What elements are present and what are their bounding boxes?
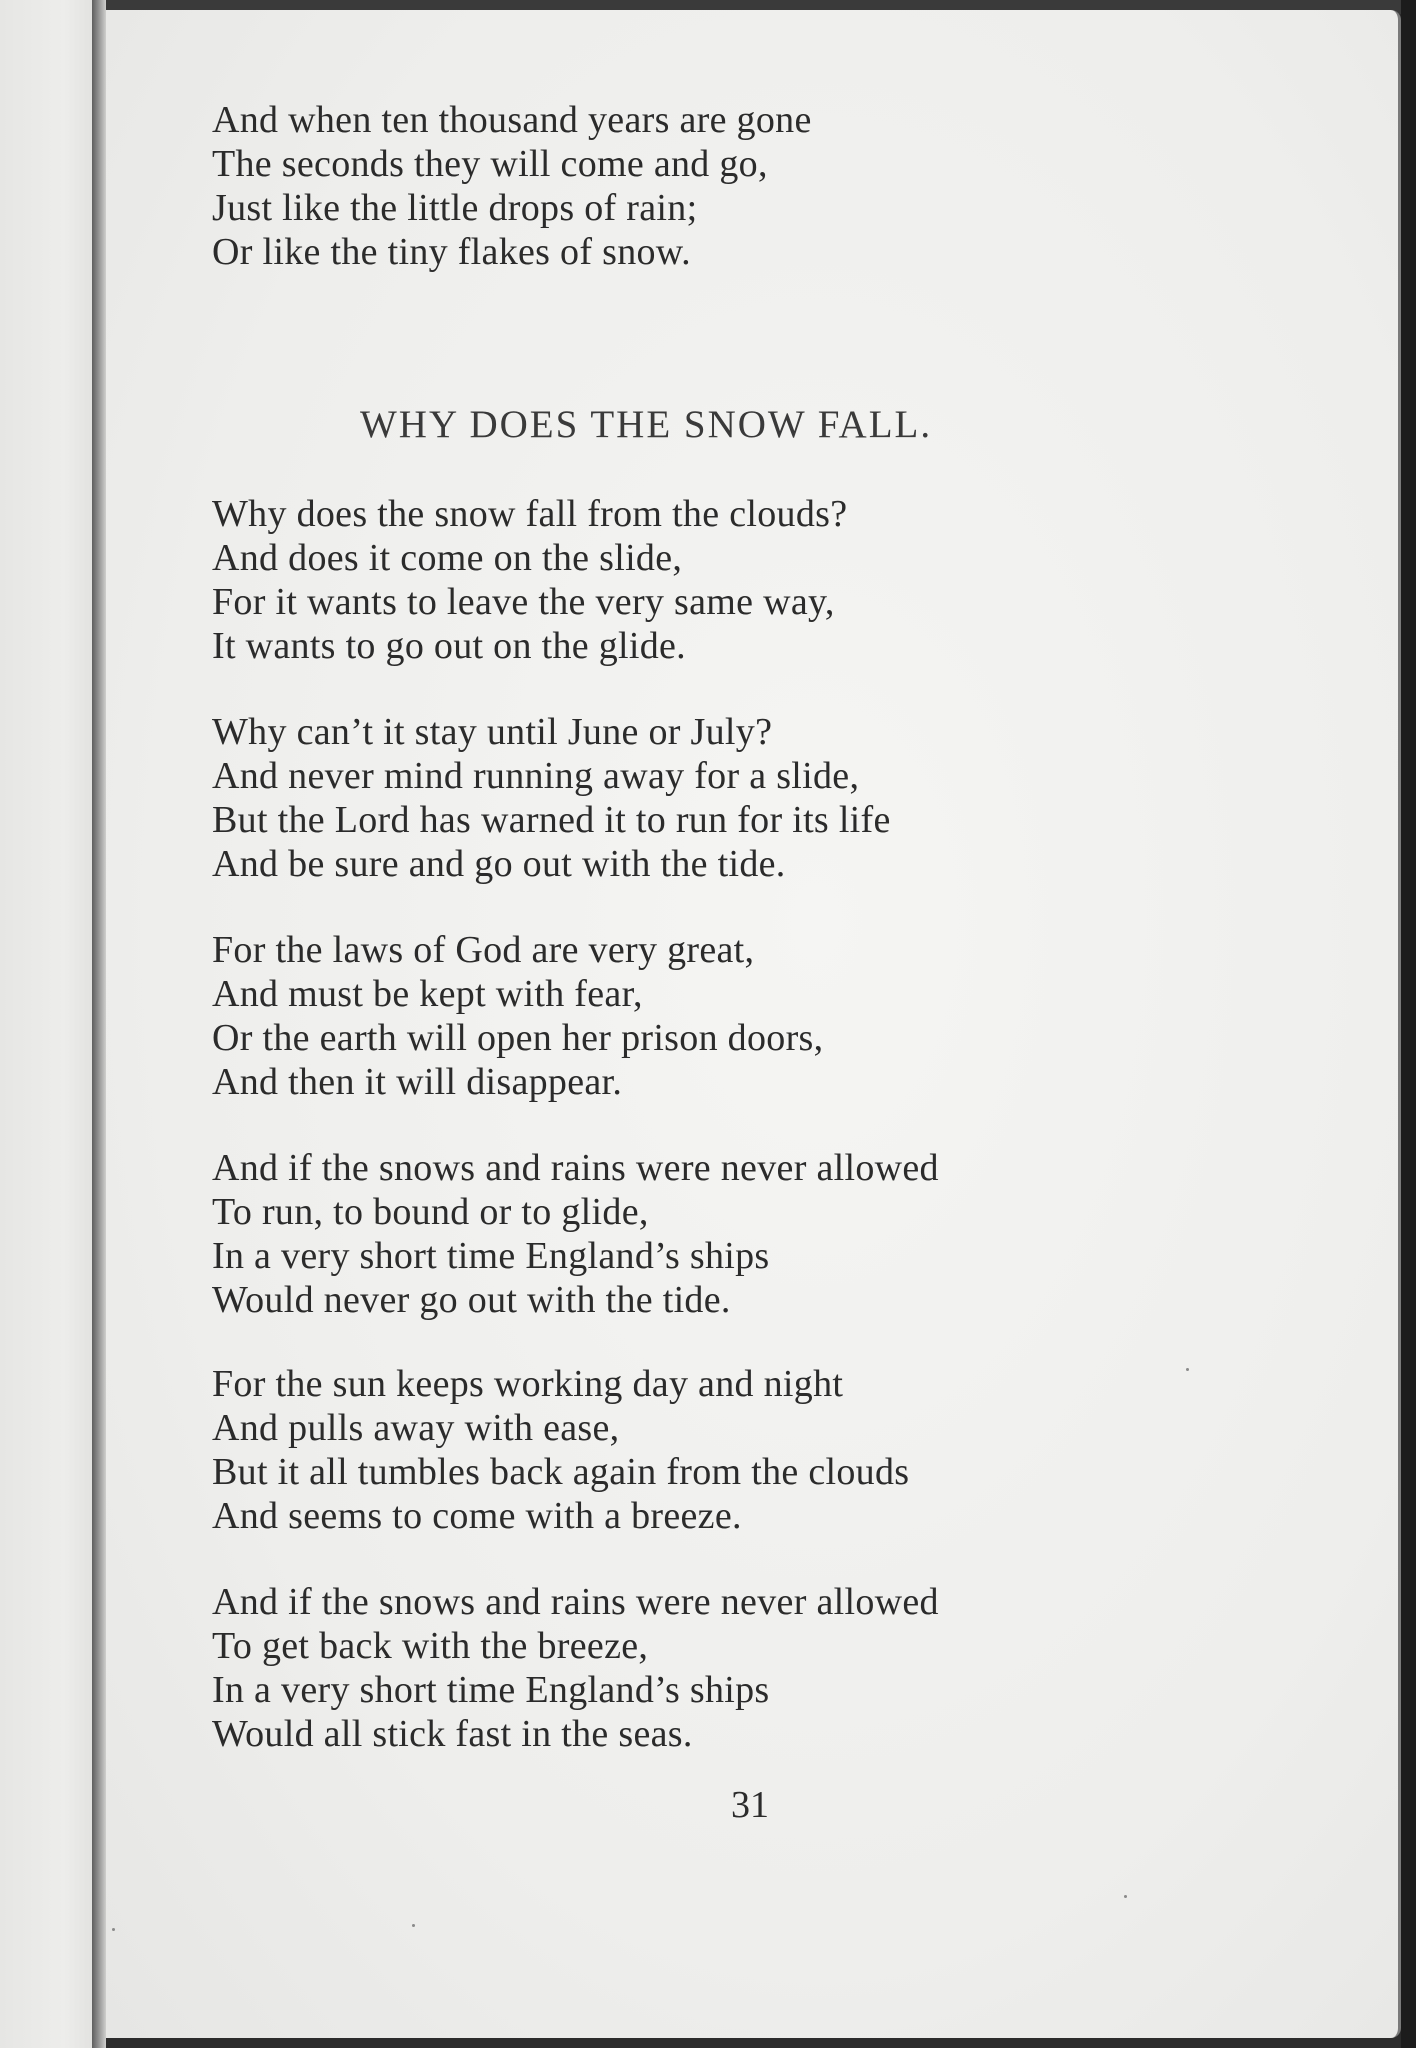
- poem-line: Or the earth will open her prison doors,: [212, 1017, 824, 1059]
- paper-speck: [1124, 1895, 1127, 1898]
- book-gutter: [92, 0, 106, 2048]
- stanza-4: [212, 1146, 939, 1322]
- poem-line: Why can’t it stay until June or July?: [212, 711, 773, 753]
- poem-line: To run, to bound or to glide,: [212, 1191, 649, 1233]
- poem-line: And seems to come with a breeze.: [212, 1495, 742, 1537]
- scan-right-edge: [1401, 0, 1416, 2048]
- poem-line: For the sun keeps working day and night: [212, 1363, 844, 1405]
- poem-line: In a very short time England’s ships: [212, 1669, 770, 1711]
- poem-line: It wants to go out on the glide.: [212, 625, 686, 667]
- poem-line: Why does the snow fall from the clouds?: [212, 493, 848, 535]
- poem-line: Or like the tiny flakes of snow.: [212, 231, 691, 273]
- poem-line: In a very short time England’s ships: [212, 1235, 770, 1277]
- poem-line: And be sure and go out with the tide.: [212, 843, 786, 885]
- poem-line: And if the snows and rains were never allowed: [212, 1147, 939, 1189]
- stanza-2: [212, 710, 891, 886]
- poem-line: And never mind running away for a slide,: [212, 755, 860, 797]
- poem-line: And if the snows and rains were never allowed: [212, 1581, 939, 1623]
- paper-speck: [112, 1928, 115, 1931]
- stanza-6: [212, 1580, 939, 1756]
- stanza-1: [212, 492, 847, 668]
- poem-line: For the laws of God are very great,: [212, 929, 755, 971]
- poem-line: And does it come on the slide,: [212, 537, 683, 579]
- intro-stanza: [212, 98, 812, 274]
- poem-line: But it all tumbles back again from the clouds: [212, 1451, 910, 1493]
- poem-line: Would never go out with the tide.: [212, 1279, 731, 1321]
- page-number: 31: [731, 1784, 769, 1826]
- paper-speck: [412, 1924, 415, 1927]
- poem-line: And pulls away with ease,: [212, 1407, 620, 1449]
- poem-line: But the Lord has warned it to run for its life: [212, 799, 891, 841]
- poem-line: For it wants to leave the very same way,: [212, 581, 835, 623]
- poem-line: And must be kept with fear,: [212, 973, 643, 1015]
- poem-line: And when ten thousand years are gone: [212, 99, 812, 141]
- poem-line: To get back with the breeze,: [212, 1625, 649, 1667]
- poem-line: Just like the little drops of rain;: [212, 187, 698, 229]
- paper-speck: [1186, 1368, 1189, 1371]
- poem-line: Would all stick fast in the seas.: [212, 1713, 693, 1755]
- poem-line: The seconds they will come and go,: [212, 143, 768, 185]
- poem-line: And then it will disappear.: [212, 1061, 623, 1103]
- poem-title: WHY DOES THE SNOW FALL.: [360, 403, 933, 446]
- stanza-3: [212, 928, 823, 1104]
- facing-page-edge: [0, 0, 92, 2048]
- stanza-5: [212, 1362, 909, 1538]
